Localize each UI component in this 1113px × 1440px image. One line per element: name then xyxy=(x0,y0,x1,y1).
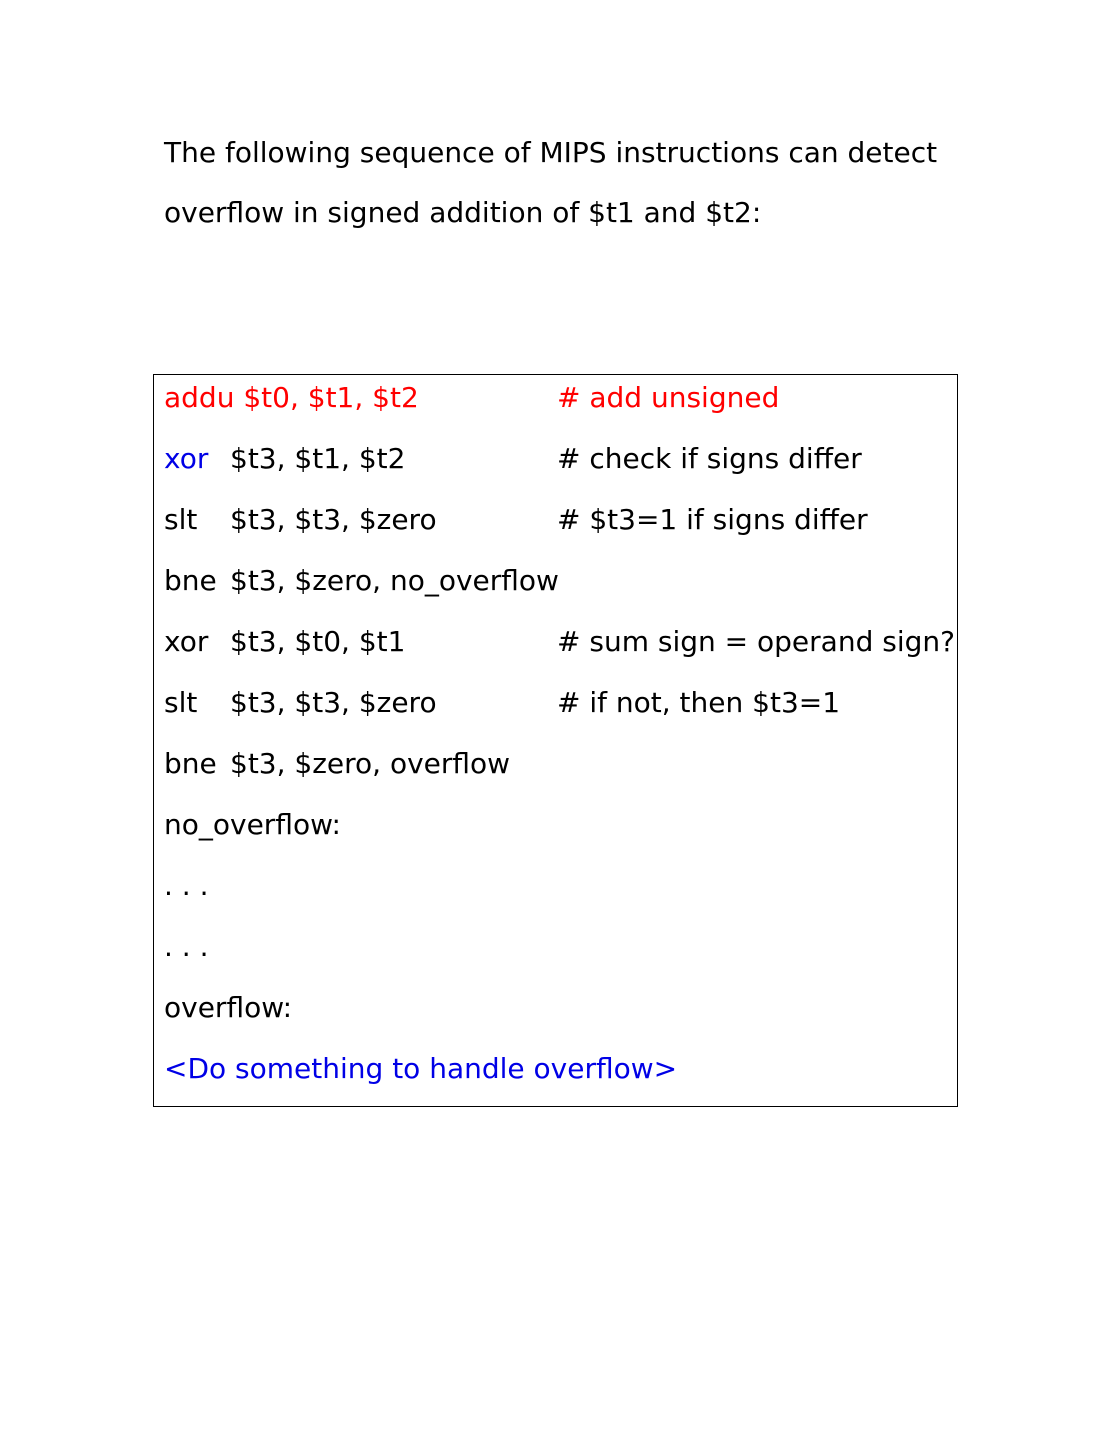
code-line-xor-signs xyxy=(164,441,954,477)
intro-line-1: The following sequence of MIPS instructions can detect xyxy=(164,136,938,169)
code-comment: # $t3=1 if signs differ xyxy=(557,503,868,536)
opcode: bne xyxy=(164,564,217,597)
label-text: no_overflow: xyxy=(164,808,341,841)
code-comment: # sum sign = operand sign? xyxy=(557,625,955,658)
ellipsis-text: . . . xyxy=(164,869,209,902)
code-line-xor-sum xyxy=(164,624,954,660)
opcode: xor xyxy=(164,625,209,658)
code-comment: # check if signs differ xyxy=(557,442,862,475)
ellipsis-text: . . . xyxy=(164,930,209,963)
operands: $t3, $zero, no_overflow xyxy=(230,564,559,597)
code-handler-placeholder xyxy=(164,1051,954,1087)
code-comment: # add unsigned xyxy=(557,381,780,414)
label-text: overflow: xyxy=(164,991,293,1024)
opcode: slt xyxy=(164,686,198,719)
operands: $t3, $t1, $t2 xyxy=(230,442,406,475)
operands: $t3, $t3, $zero xyxy=(230,503,437,536)
operands: $t3, $t0, $t1 xyxy=(230,625,406,658)
code-listing-box xyxy=(153,374,958,1107)
operands: $t3, $t3, $zero xyxy=(230,686,437,719)
code-line-slt-1 xyxy=(164,502,954,538)
code-label-no-overflow xyxy=(164,807,954,843)
code-label-overflow xyxy=(164,990,954,1026)
opcode: bne xyxy=(164,747,217,780)
code-ellipsis-2 xyxy=(164,929,954,965)
opcode: slt xyxy=(164,503,198,536)
intro-line-2: overflow in signed addition of $t1 and $t2: xyxy=(164,196,762,229)
code-line-slt-2 xyxy=(164,685,954,721)
opcode: xor xyxy=(164,442,209,475)
instruction-text: addu $t0, $t1, $t2 xyxy=(164,381,419,414)
code-comment: # if not, then $t3=1 xyxy=(557,686,841,719)
code-line-bne-overflow xyxy=(164,746,954,782)
code-line-addu xyxy=(164,380,954,416)
handler-text: <Do something to handle overflow> xyxy=(164,1052,678,1085)
code-line-bne-no-overflow xyxy=(164,563,954,599)
code-ellipsis-1 xyxy=(164,868,954,904)
operands: $t3, $zero, overflow xyxy=(230,747,511,780)
